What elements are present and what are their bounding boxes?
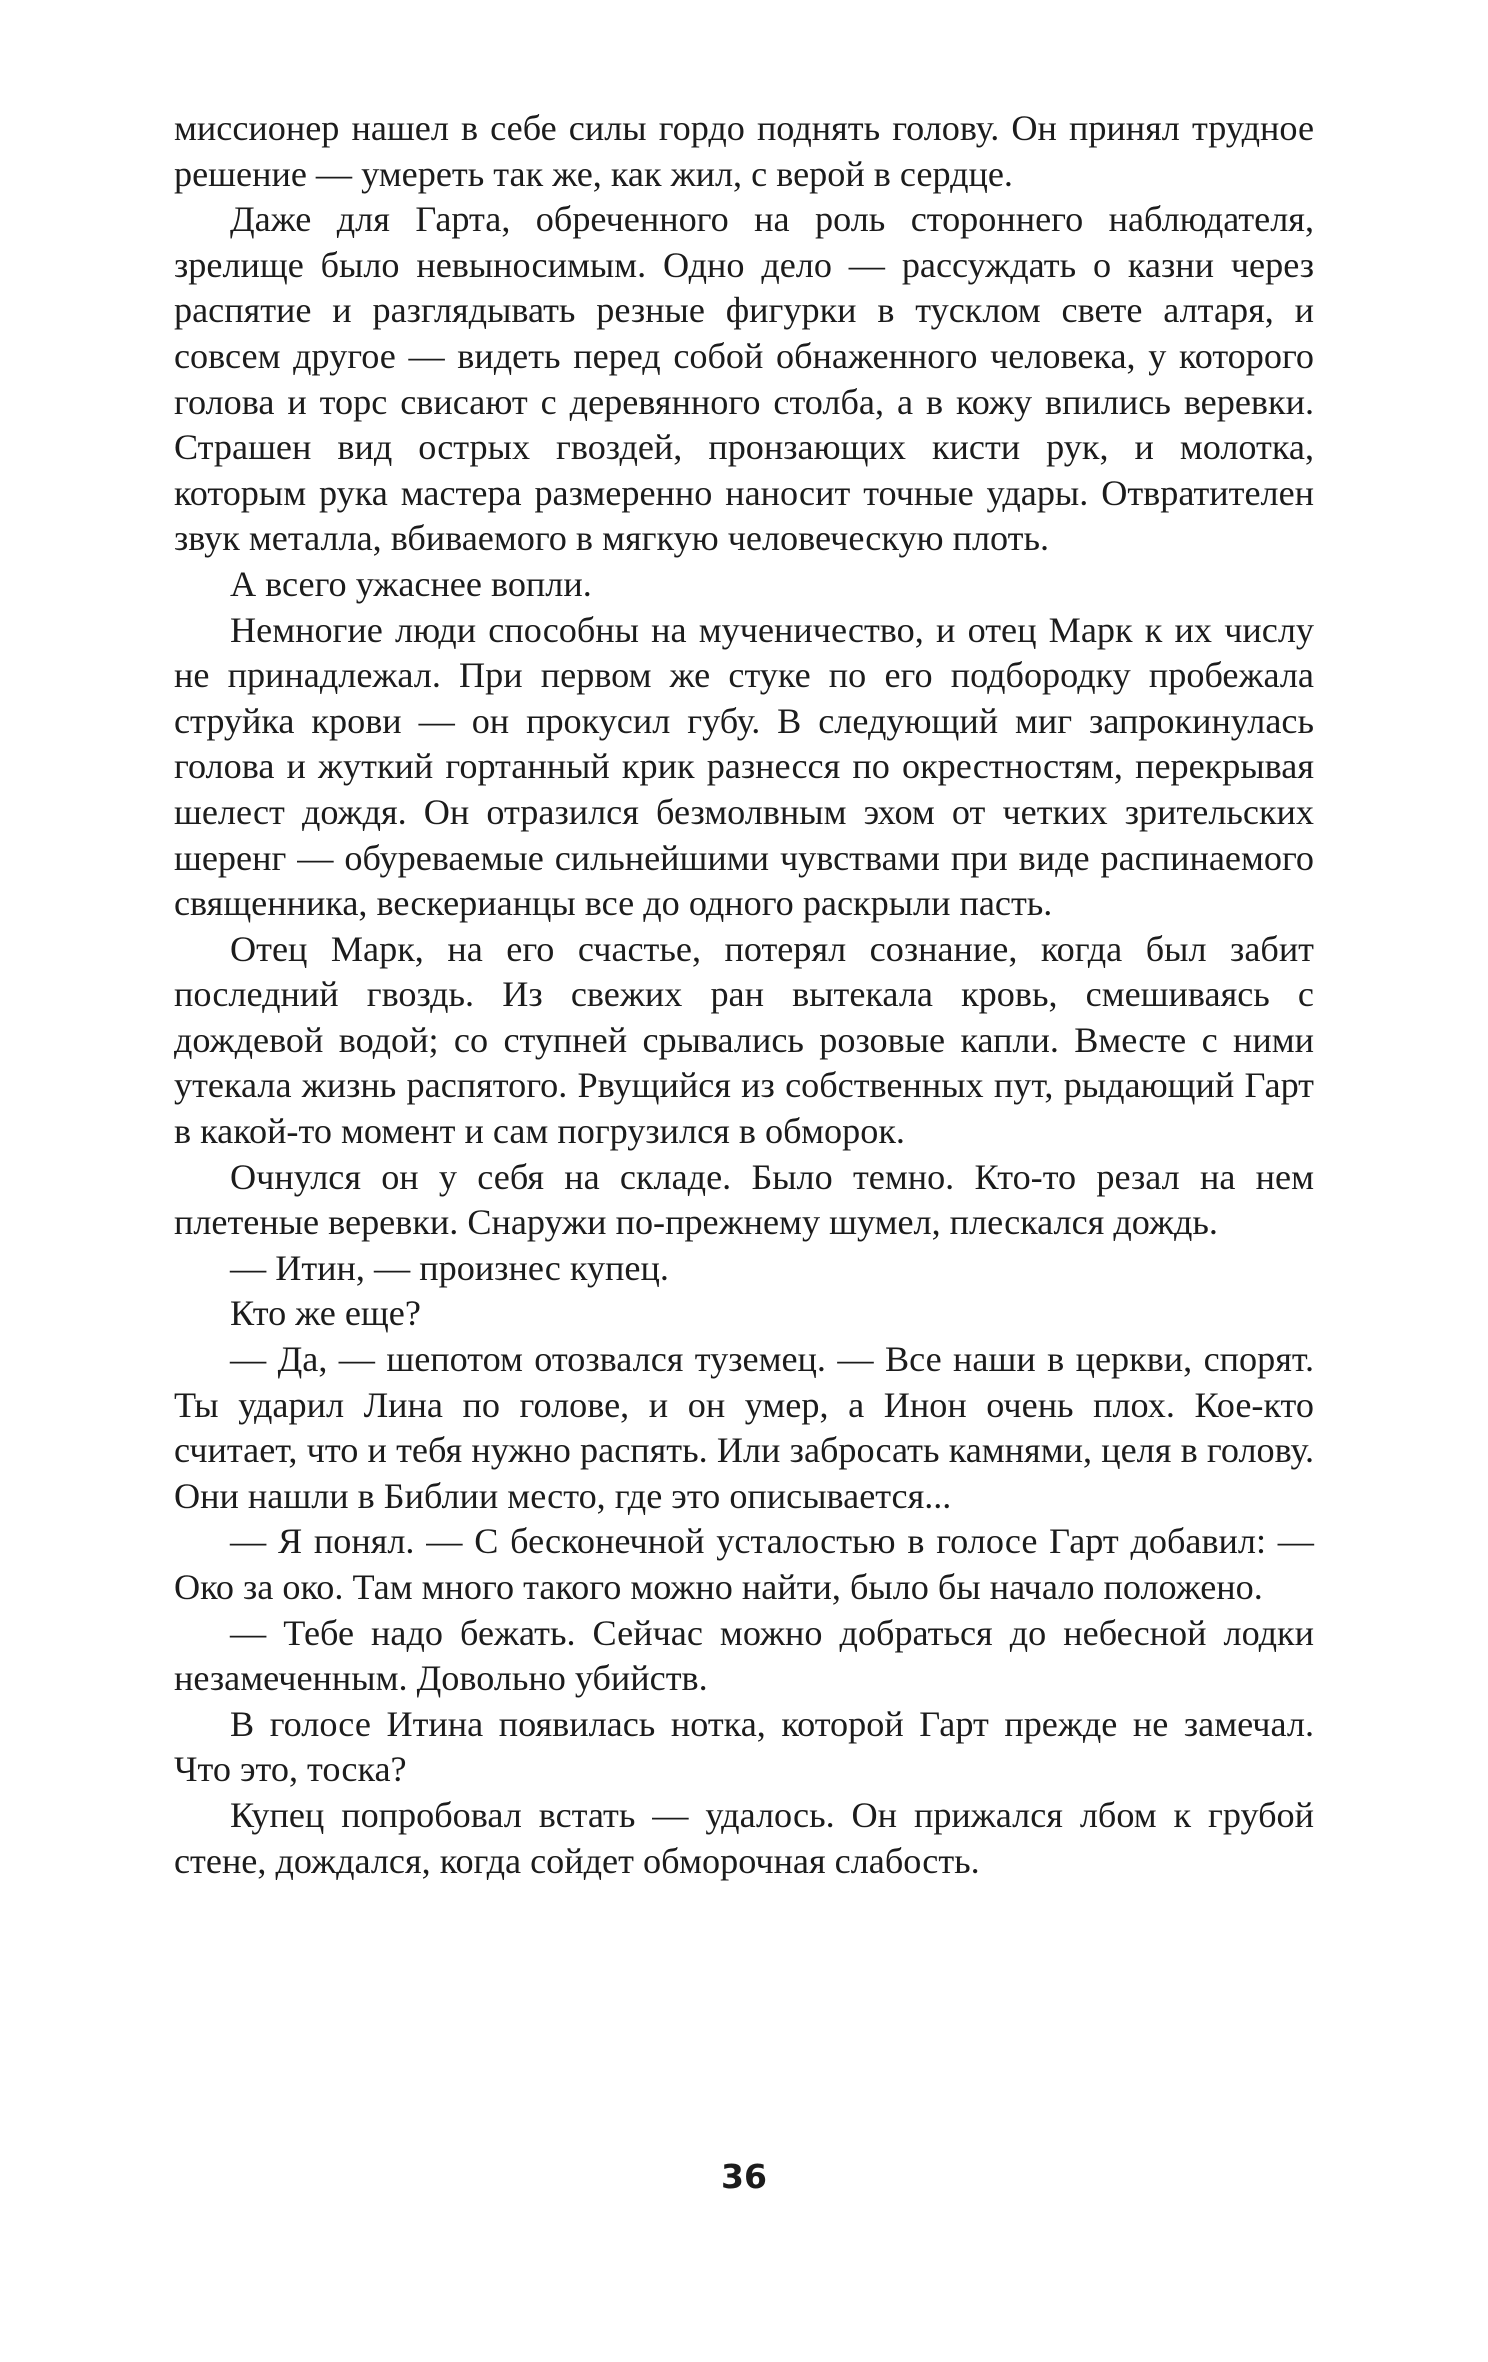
paragraph: миссионер нашел в себе силы гордо поднять голову. Он принял трудное решение — умереть так же, как жил, с верой в сердце. [174, 108, 1314, 194]
paragraph: — Итин, — произнес купец. [230, 1247, 669, 1288]
page-number: 36 [721, 2157, 767, 2196]
paragraph: Купец попробовал встать — удалось. Он прижался лбом к грубой стене, дождался, когда сойдет обморочная слабость. [174, 1794, 1314, 1881]
paragraph: В голосе Итина появилась нотка, которой Гарт прежде не замечал. Что это, тоска? [174, 1703, 1314, 1790]
paragraph: Кто же еще? [230, 1293, 421, 1334]
paragraph: Отец Марк, на его счастье, потерял сознание, когда был забит последний гвоздь. Из свежих ран вытекала кровь, смешиваясь с дождевой водой; со ступней срывались розовые капли. Вместе с ними утекала жизнь распятого. Рвущийся из собственных пут, рыдающий Гарт в какой-то момент и сам погрузился в обморок. [174, 928, 1314, 1152]
body-text [174, 106, 1314, 1884]
paragraph: А всего ужаснее вопли. [230, 563, 592, 604]
paragraph: — Тебе надо бежать. Сейчас можно добраться до небесной лодки незамеченным. Довольно убийств. [174, 1612, 1314, 1699]
paragraph: — Я понял. — С бесконечной усталостью в голосе Гарт добавил: — Око за око. Там много такого можно найти, было бы начало положено. [174, 1521, 1314, 1607]
paragraph: Даже для Гарта, обреченного на роль стороннего наблюдателя, зрелище было невыносимым. Одно дело — рассуждать о казни через распятие и разглядывать резные фигурки в тусклом свете алтаря, и совсем другое — видеть перед собой обнаженного человека, у которого голова и торс свисают с деревянного столба, а в кожу впились веревки. Страшен вид острых гвоздей, пронзающих кисти рук, и молотка, которым рука мастера размеренно наносит точные удары. Отвратителен звук металла, вбиваемого в мягкую человеческую плоть. [174, 199, 1314, 559]
paragraph: Очнулся он у себя на складе. Было темно. Кто-то резал на нем плетеные веревки. Снаружи по-прежнему шумел, плескался дождь. [174, 1156, 1314, 1243]
paragraph: Немногие люди способны на мученичество, и отец Марк к их числу не принадлежал. При первом же стуке по его подбородку пробежала струйка крови — он прокусил губу. В следующий миг запрокинулась голова и жуткий гортанный крик разнесся по окрестностям, перекрывая шелест дождя. Он отразился безмолвным эхом от четких зрительских шеренг — обуреваемые сильнейшими чувствами при виде распинаемого священника, вескерианцы все до одного раскрыли пасть. [174, 609, 1314, 924]
paragraph: — Да, — шепотом отозвался туземец. — Все наши в церкви, спорят. Ты ударил Лина по голове, и он умер, а Инон очень плох. Кое-кто считает, что и тебя нужно распять. Или забросать камнями, целя в голову. Они нашли в Библии место, где это описывается... [174, 1339, 1314, 1516]
